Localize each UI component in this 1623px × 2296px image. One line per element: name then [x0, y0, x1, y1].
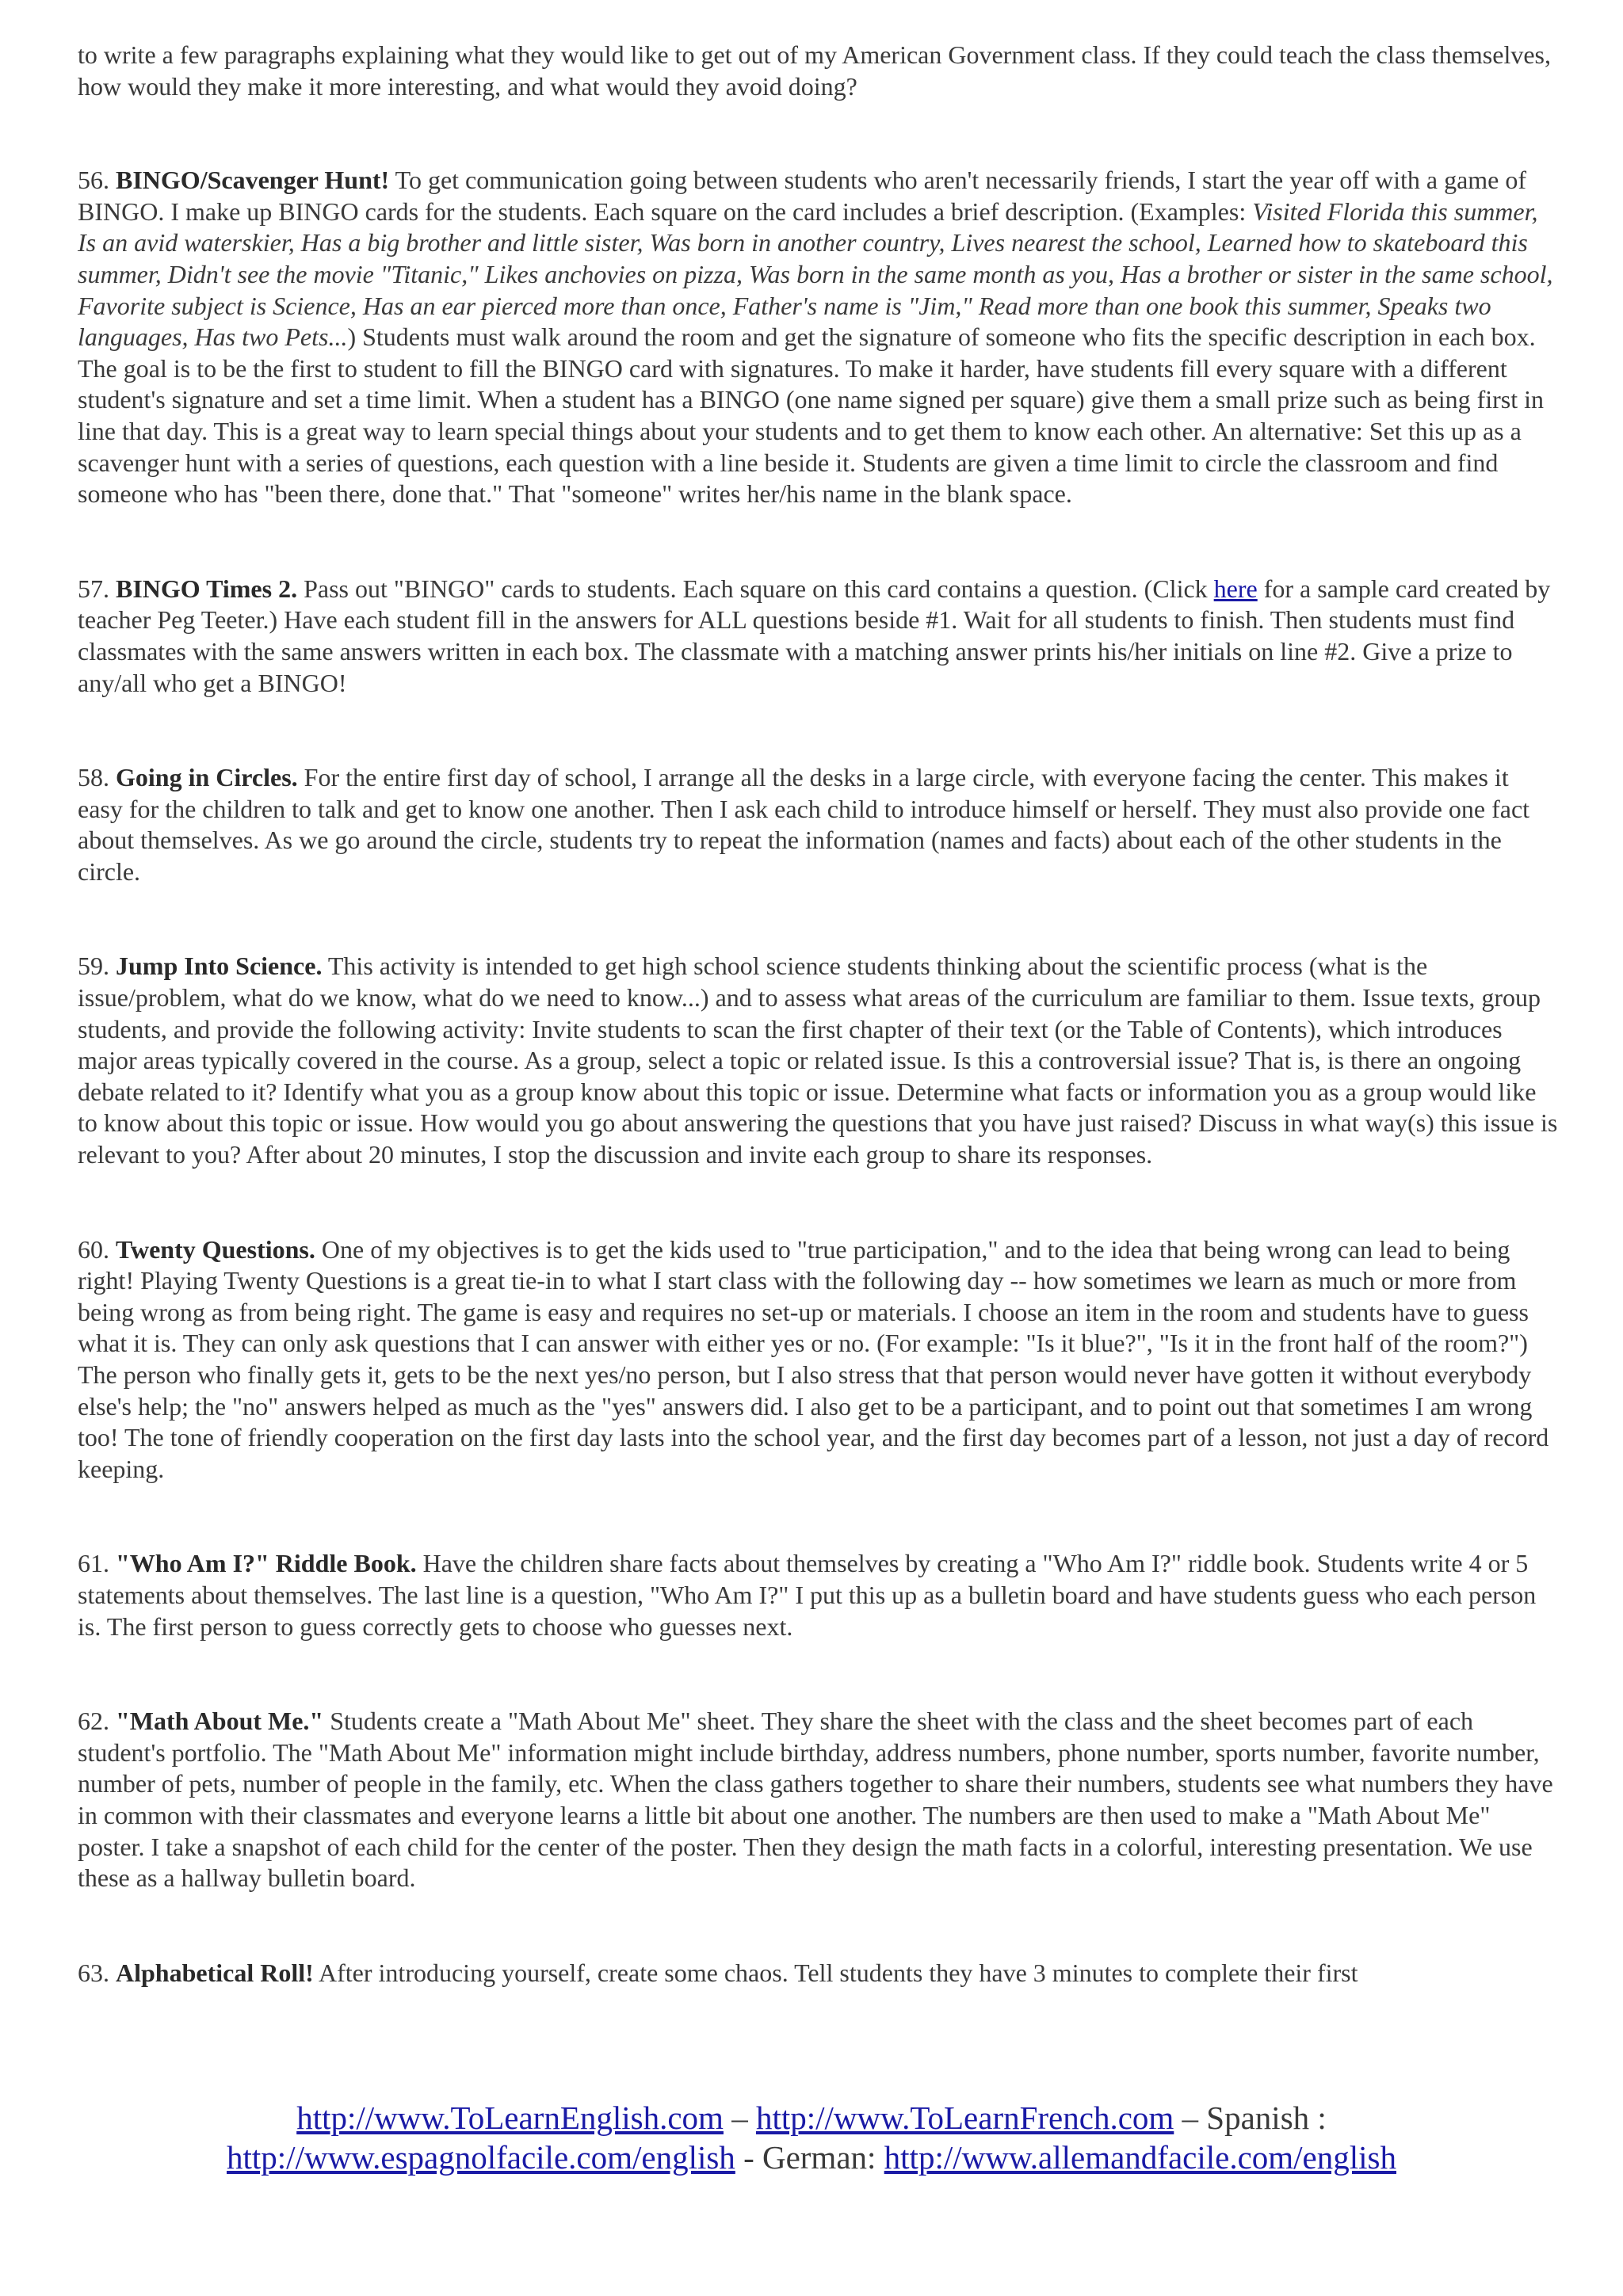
intro-text: to write a few paragraphs explaining what they would like to get out of my American Government class. If they could teach the class themselves, how would they make it more interesting, and what would they avoid doing? — [78, 40, 1551, 101]
item-57-text-2: for a sample card created by teacher Peg Teeter.) Have each student fill in the answers for ALL questions beside #1. Wait for all students to finish. Then students must find classmates with the same answers written in each box. The classmate with a matching answer prints his/her initials on line #2. Give a prize to any/all who get a BINGO! — [78, 574, 1551, 697]
item-59-title: Jump Into Science. — [116, 952, 323, 981]
item-62-title: "Math About Me." — [116, 1707, 324, 1736]
item-56-text-2: ) Students must walk around the room and get the signature of someone who fits the specific description in each box. The goal is to be the first to student to fill the BINGO card with signatures. To make it harder, have students fill every square with a different student's signature and set a time limit. When a student has a BINGO (one name signed per square) give them a small prize such as being first in line that day. This is a great way to learn special things about your students and to get them to know each other. An alternative: Set this up as a scavenger hunt with a series of questions, each question with a line beside it. Students are given a time limit to circle the classroom and find someone who has "been there, done that." That "someone" writes her/his name in the blank space. — [78, 322, 1545, 509]
item-57-title: BINGO Times 2. — [116, 574, 298, 603]
item-62 — [78, 1706, 1560, 1894]
item-63-title: Alphabetical Roll! — [116, 1958, 314, 1987]
footer-link-allemandfacile[interactable]: http://www.allemandfacile.com/english — [884, 2139, 1396, 2176]
footer-link-tolearnenglish[interactable]: http://www.ToLearnEnglish.com — [296, 2100, 724, 2136]
footer-separator-1: – — [723, 2100, 756, 2136]
item-60 — [78, 1234, 1560, 1486]
item-58-number: 58. — [78, 763, 116, 792]
item-57-number: 57. — [78, 574, 116, 603]
item-60-text: One of my objectives is to get the kids used to "true participation," and to the idea that being wrong can lead to being right! Playing Twenty Questions is a great tie-in to what I start class with the following day -- how sometimes we learn as much or more from being wrong as from being right. The game is easy and requires no set-up or materials. I choose an item in the room and students have to guess what it is. They can only ask questions that I can answer with either yes or no. (For example: "Is it blue?", "Is it in the front half of the room?") The person who finally gets it, gets to be the next yes/no person, but I also stress that that person would never have gotten it without everybody else's help; the "no" answers helped as much as the "yes" answers did. I also get to be a participant, and to point out that sometimes I am wrong too! The tone of friendly cooperation on the first day lasts into the school year, and the first day becomes part of a lesson, not just a day of record keeping. — [78, 1234, 1549, 1483]
item-57-text-1: Pass out "BINGO" cards to students. Each square on this card contains a question. (Click — [297, 574, 1214, 603]
item-62-text: Students create a "Math About Me" sheet. They share the sheet with the class and the sheet becomes part of each student's portfolio. The "Math About Me" information might include birthday, address numbers, phone number, sports number, favorite number, number of pets, number of people in the family, etc. When the class gathers together to share their numbers, students see what numbers they have in common with their classmates and everyone learns a little bit about one another. The numbers are then used to make a "Math About Me" poster. I take a snapshot of each child for the center of the poster. Then they design the math facts in a colorful, interesting presentation. We use these as a hallway bulletin board. — [78, 1707, 1553, 1893]
item-56-examples: Visited Florida this summer, Is an avid waterskier, Has a big brother and little sister, Was born in another country, Lives nearest the school, Learned how to skateboard this summer, Didn't see the movie "Titanic," Likes anchovies on pizza, Was born in the same month as you, Has a brother or sister in the same school, Favorite subject is Science, Has an ear pierced more than once, Father's name is "Jim," Read more than one book this summer, Speaks two languages, Has two Pets... — [78, 196, 1553, 352]
footer-separator-2: – Spanish : — [1174, 2100, 1327, 2136]
footer-separator-3: - German: — [735, 2139, 884, 2176]
item-61-title: "Who Am I?" Riddle Book. — [116, 1549, 417, 1578]
item-61-number: 61. — [78, 1549, 116, 1578]
item-56 — [78, 165, 1560, 510]
item-56-text-1: To get communication going between students who aren't necessarily friends, I start the year off with a game of BINGO. I make up BINGO cards for the students. Each square on the card includes a brief description. (Examples: — [78, 166, 1527, 226]
item-58-text: For the entire first day of school, I arrange all the desks in a large circle, with everyone facing the center. This makes it easy for the children to talk and get to know one another. Then I ask each child to introduce himself or herself. They must also provide one fact about themselves. As we go around the circle, students try to repeat the information (names and facts) about each of the other students in the circle. — [78, 763, 1530, 886]
footer-line-2 — [0, 2138, 1623, 2177]
item-56-number: 56. — [78, 166, 116, 195]
item-58-title: Going in Circles. — [116, 763, 298, 792]
item-63 — [78, 1958, 1560, 1989]
item-56-title: BINGO/Scavenger Hunt! — [116, 166, 390, 195]
footer-line-1 — [0, 2098, 1623, 2138]
item-59-text: This activity is intended to get high school science students thinking about the scientific process (what is the issue/problem, what do we know, what do we need to know...) and to assess what areas of the curriculum are familiar to them. Issue texts, group students, and provide the following activity: Invite students to scan the first chapter of their text (or the Table of Contents), which introduces major areas typically covered in the course. As a group, select a topic or related issue. Is this a controversial issue? That is, is there an ongoing debate related to it? Identify what you as a group know about this topic or issue. Determine what facts or information you as a group would like to know about this topic or issue. How would you go about answering the questions that you have just raised? Discuss in what way(s) this issue is relevant to you? After about 20 minutes, I stop the discussion and invite each group to share its responses. — [78, 952, 1558, 1169]
item-59 — [78, 951, 1560, 1170]
item-61-text: Have the children share facts about themselves by creating a "Who Am I?" riddle book. Students write 4 or 5 statements about themselves. The last line is a question, "Who Am I?" I put this up as a bulletin board and have students guess who each person is. The first person to guess correctly gets to choose who guesses next. — [78, 1549, 1537, 1641]
page-footer — [0, 2098, 1623, 2177]
sample-card-link[interactable]: here — [1213, 574, 1258, 603]
item-61 — [78, 1548, 1560, 1642]
footer-link-tolearnfrench[interactable]: http://www.ToLearnFrench.com — [755, 2100, 1174, 2136]
item-63-number: 63. — [78, 1958, 116, 1987]
item-60-title: Twenty Questions. — [116, 1234, 315, 1264]
item-57 — [78, 574, 1560, 699]
document-body — [78, 40, 1560, 1989]
intro-paragraph — [78, 40, 1560, 102]
item-63-text: After introducing yourself, create some chaos. Tell students they have 3 minutes to complete their first — [313, 1958, 1358, 1987]
item-60-number: 60. — [78, 1234, 116, 1264]
footer-link-espagnolfacile[interactable]: http://www.espagnolfacile.com/english — [227, 2139, 735, 2176]
item-58 — [78, 762, 1560, 887]
item-59-number: 59. — [78, 952, 116, 981]
item-62-number: 62. — [78, 1707, 116, 1736]
